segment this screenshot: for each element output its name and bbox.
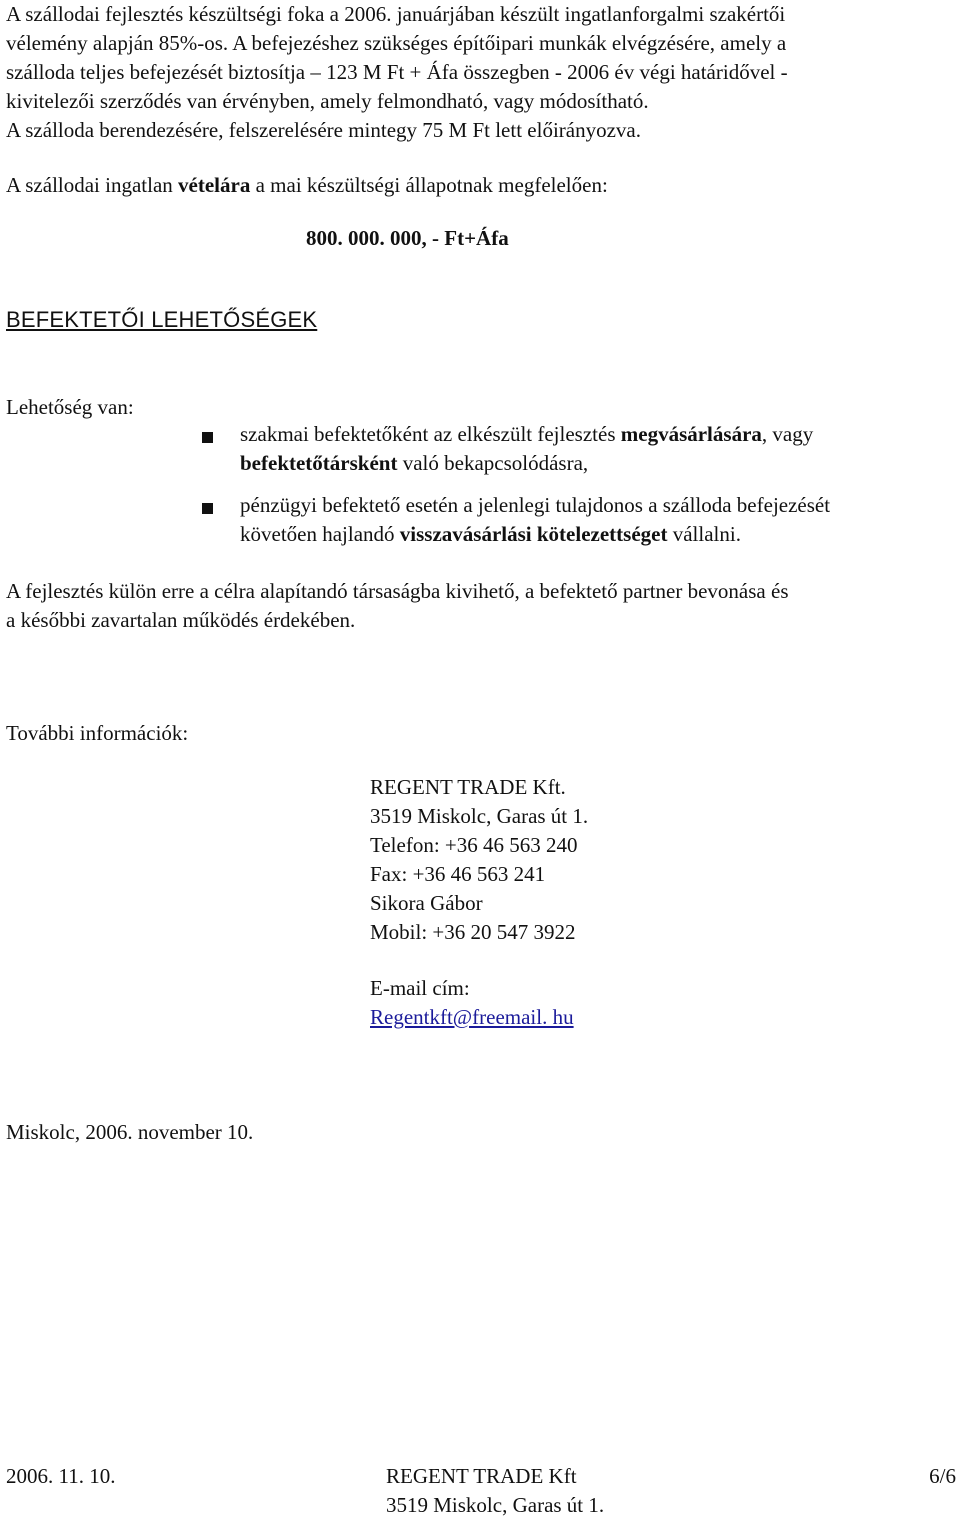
intro-line-2: vélemény alapján 85%-os. A befejezéshez szükséges építőipari munkák elvégzésére, amely a [6,31,787,55]
contact-email-label: E-mail cím: [370,976,470,1000]
footer-company: REGENT TRADE Kft [386,1464,577,1488]
contact-fax: Fax: +36 46 563 241 [370,862,546,886]
bullet-square-icon [202,432,213,443]
bullet-2-line-2-post: vállalni. [667,522,741,546]
intro-line-5: A szálloda berendezésére, felszerelésére mintegy 75 M Ft lett előirányozva. [6,118,641,142]
bullet-2-line-1: pénzügyi befektető esetén a jelenlegi tulajdonos a szálloda befejezését [240,493,831,517]
company-note-line-2: a későbbi zavartalan működés érdekében. [6,608,356,632]
section-heading: BEFEKTETŐI LEHETŐSÉGEK [6,307,318,332]
bullet-1-line-2-post: való bekapcsolódásra, [397,451,589,475]
bullet-1-line-2 [240,449,952,478]
intro-line-4: kivitelezői szerződés van érvényben, amely felmondható, vagy módosítható. [6,89,649,113]
contact-person: Sikora Gábor [370,891,483,915]
place-date: Miskolc, 2006. november 10. [6,1120,254,1144]
options-label: Lehetőség van: [6,395,134,419]
price-value: 800. 000. 000, - Ft+Áfa [306,226,509,250]
price-sentence-bold: vételára [178,173,251,197]
footer-date: 2006. 11. 10. [6,1464,116,1488]
more-info-label: További információk: [6,721,189,745]
price-sentence [6,171,952,200]
intro-line-3: szálloda teljes befejezését biztosítja – 123 M Ft + Áfa összegben - 2006 év végi határidővel - [6,60,788,84]
bullet-square-icon [202,503,213,514]
contact-address: 3519 Miskolc, Garas út 1. [370,804,589,828]
contact-email-link[interactable]: Regentkft@freemail. hu [370,1005,574,1029]
price-sentence-post: a mai készültségi állapotnak megfelelően: [250,173,608,197]
bullet-2-line-2 [240,520,952,549]
bullet-1-post: , vagy [761,422,814,446]
bullet-1-pre: szakmai befektetőként az elkészült fejlesztés [240,422,621,446]
company-note-line-1: A fejlesztés külön erre a célra alapítandó társaságba kivihető, a befektető partner bevonása és [6,579,789,603]
contact-phone: Telefon: +36 46 563 240 [370,833,578,857]
footer-address: 3519 Miskolc, Garas út 1. [386,1493,605,1517]
bullet-1-bold: megvásárlására [620,422,762,446]
contact-company: REGENT TRADE Kft. [370,775,566,799]
bullet-2-line-2-pre: követően hajlandó [240,522,400,546]
contact-mobile: Mobil: +36 20 547 3922 [370,920,576,944]
price-sentence-pre: A szállodai ingatlan [6,173,179,197]
footer-page-number: 6/6 [929,1464,956,1488]
bullet-2-line-2-bold: visszavásárlási kötelezettséget [399,522,668,546]
bullet-1-line-2-bold: befektetőtársként [240,451,398,475]
intro-line-1: A szállodai fejlesztés készültségi foka a 2006. januárjában készült ingatlanforgalmi szakértői [6,2,786,26]
bullet-1-line-1 [240,420,952,449]
